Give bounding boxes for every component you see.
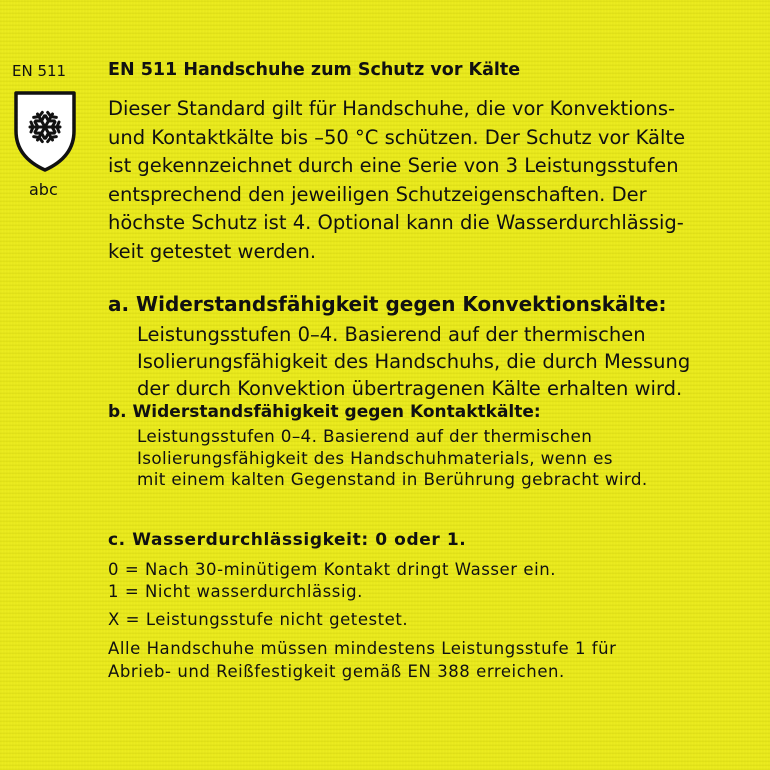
note-line: 0 = Nach 30-minütigem Kontakt dringt Wasser ein. — [108, 560, 557, 579]
note-line: 1 = Nicht wasserdurchlässig. — [108, 582, 363, 601]
note-line: X = Leistungsstufe nicht getestet. — [108, 610, 409, 629]
intro-line: ist gekennzeichnet durch eine Serie von 3 Leistungsstufen — [108, 154, 679, 177]
performance-levels-label: abc — [29, 180, 58, 199]
intro-line: entsprechend den jeweiligen Schutzeigenschaften. Der — [108, 182, 647, 206]
section-b-line: Isolierungsfähigkeit des Handschuhmaterials, wenn es — [137, 447, 613, 468]
note-line: Abrieb- und Reißfestigkeit gemäß EN 388 erreichen. — [108, 662, 565, 681]
section-b-line: Leistungsstufen 0–4. Basierend auf der thermischen — [137, 426, 593, 446]
section-a-line: Isolierungsfähigkeit des Handschuhs, die durch Messung — [137, 350, 691, 373]
intro-line: Dieser Standard gilt für Handschuhe, die vor Konvektions- — [108, 97, 676, 120]
standard-code-label: EN 511 — [12, 62, 67, 80]
intro-line: keit getestet werden. — [108, 239, 317, 263]
section-a-line: der durch Konvektion übertragenen Kälte erhalten wird. — [137, 377, 683, 400]
section-a-heading: a. Widerstandsfähigkeit gegen Konvektionskälte: — [108, 292, 667, 316]
intro-line: höchste Schutz ist 4. Optional kann die Wasserdurchlässig- — [108, 211, 684, 234]
section-b-line: mit einem kalten Gegenstand in Berührung gebracht wird. — [137, 469, 648, 489]
intro-paragraph — [108, 95, 685, 266]
section-b-text — [137, 426, 648, 491]
section-c-heading: c. Wasserdurchlässigkeit: 0 oder 1. — [108, 530, 467, 550]
section-a-line: Leistungsstufen 0–4. Basierend auf der thermischen — [137, 323, 646, 346]
section-b-heading: b. Widerstandsfähigkeit gegen Kontaktkälte: — [108, 402, 541, 422]
section-a-text — [137, 321, 690, 402]
intro-line: und Kontaktkälte bis –50 °C schützen. Der Schutz vor Kälte — [108, 125, 686, 149]
note-line: Alle Handschuhe müssen mindestens Leistungsstufe 1 für — [108, 639, 617, 658]
page-title: EN 511 Handschuhe zum Schutz vor Kälte — [108, 60, 521, 80]
snowflake-shield-icon — [11, 89, 79, 173]
